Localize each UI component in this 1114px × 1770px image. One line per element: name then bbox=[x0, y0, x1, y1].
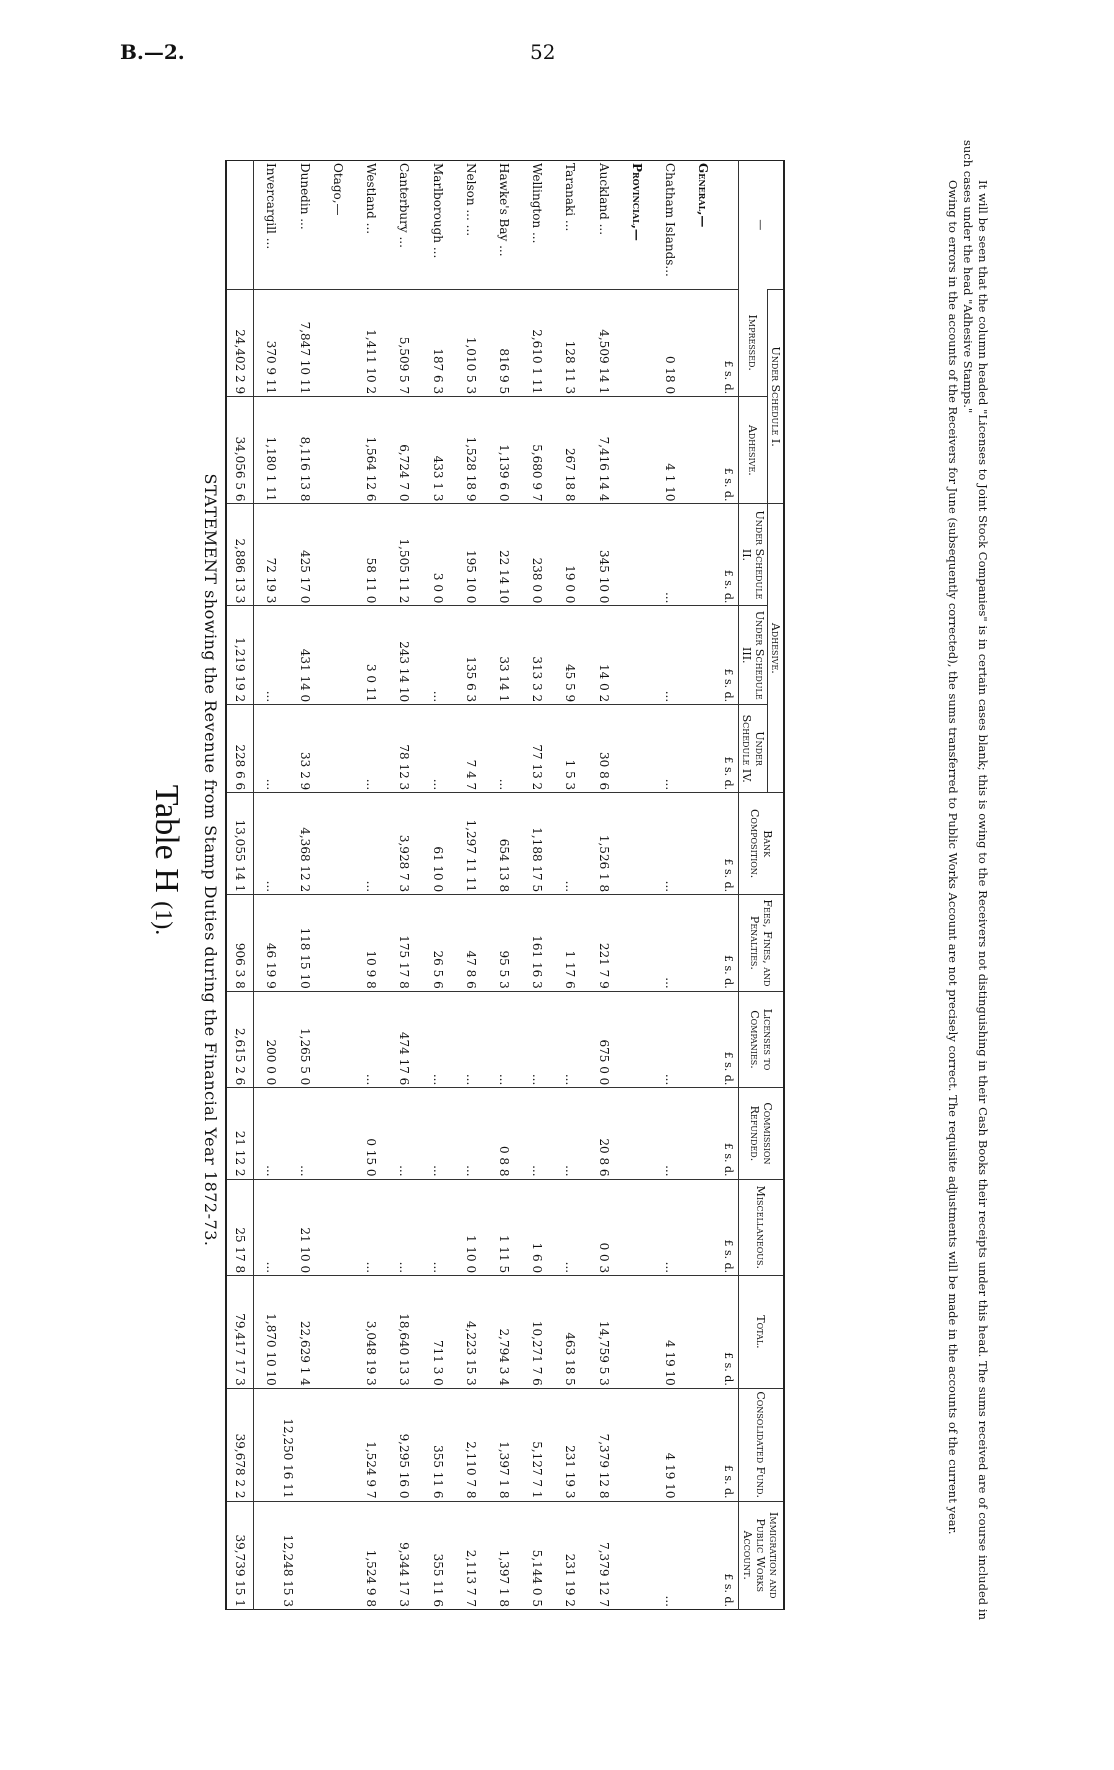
row-label: Taranaki ... bbox=[563, 163, 578, 232]
table-row bbox=[587, 161, 620, 1610]
total-misc: 25 17 8 bbox=[226, 1179, 254, 1276]
cell-misc: 0 0 3 bbox=[587, 1179, 620, 1276]
cell-misc: 21 10 0 bbox=[288, 1179, 321, 1276]
totals-row bbox=[226, 161, 254, 1610]
cell-fees: 46 19 9 bbox=[254, 895, 288, 992]
cell-schedule-iii: 135 6 3 bbox=[454, 606, 487, 705]
table-row bbox=[654, 161, 687, 1610]
cell-consolidated: 1,524 9 7 bbox=[354, 1388, 387, 1501]
header-bank: Bank Composition. bbox=[739, 793, 785, 895]
cell-consolidated: 231 19 3 bbox=[554, 1388, 587, 1501]
cell-schedule-iii: ... bbox=[421, 606, 454, 705]
total-impressed: 24,402 2 9 bbox=[226, 289, 254, 396]
cell-schedule-ii: 238 0 0 bbox=[521, 504, 554, 606]
unit-label: £ s. d. bbox=[720, 895, 739, 992]
cell-licenses: ... bbox=[654, 991, 687, 1088]
cell-bank: 3,928 7 3 bbox=[388, 793, 421, 895]
cell-schedule-ii: 19 0 0 bbox=[554, 504, 587, 606]
cell-fees: 175 17 8 bbox=[388, 895, 421, 992]
revenue-table bbox=[225, 160, 785, 1610]
header-schedule-iii: Under Schedule III. bbox=[739, 606, 768, 705]
cell-total: 22,629 1 4 bbox=[288, 1276, 321, 1389]
cell-total: 4,223 15 3 bbox=[454, 1276, 487, 1389]
cell-immigration: 5,144 0 5 bbox=[521, 1501, 554, 1610]
cell-immigration: 2,113 7 7 bbox=[454, 1501, 487, 1610]
cell-impressed: 1,411 10 2 bbox=[354, 289, 387, 396]
cell-adhesive: 8,116 13 8 bbox=[288, 397, 321, 504]
cell-schedule-ii: 425 17 0 bbox=[288, 504, 321, 606]
total-schedule-ii: 2,886 13 3 bbox=[226, 504, 254, 606]
unit-label: £ s. d. bbox=[720, 1501, 739, 1610]
header-schedule-iv: Under Schedule IV. bbox=[739, 705, 768, 793]
cell-schedule-ii: 3 0 0 bbox=[421, 504, 454, 606]
cell-commission: ... bbox=[388, 1088, 421, 1179]
row-label: Chatham Islands... bbox=[663, 163, 678, 277]
header-consolidated: Consolidated Fund. bbox=[739, 1388, 785, 1501]
cell-misc: ... bbox=[421, 1179, 454, 1276]
table-row bbox=[354, 161, 387, 1610]
page-number: 52 bbox=[530, 40, 556, 64]
cell-schedule-ii: 195 10 0 bbox=[454, 504, 487, 606]
cell-adhesive: 1,564 12 6 bbox=[354, 397, 387, 504]
cell-schedule-iii: 14 0 2 bbox=[587, 606, 620, 705]
cell-adhesive: 6,724 7 0 bbox=[388, 397, 421, 504]
unit-label: £ s. d. bbox=[720, 397, 739, 504]
section-otago: Otago,— bbox=[330, 163, 345, 216]
cell-commission: ... bbox=[554, 1088, 587, 1179]
cell-total: 1,870 10 10 bbox=[254, 1276, 288, 1389]
table-title-main: Table H bbox=[148, 784, 185, 893]
cell-impressed: 7,847 10 11 bbox=[288, 289, 321, 396]
cell-fees: 47 8 6 bbox=[454, 895, 487, 992]
total-commission: 21 12 2 bbox=[226, 1088, 254, 1179]
cell-schedule-iv: 78 12 3 bbox=[388, 705, 421, 793]
header-commission: Commission Refunded. bbox=[739, 1088, 785, 1179]
cell-commission: ... bbox=[521, 1088, 554, 1179]
row-label: Canterbury ... bbox=[397, 163, 412, 248]
cell-misc: ... bbox=[388, 1179, 421, 1276]
cell-licenses: ... bbox=[421, 991, 454, 1088]
cell-consolidated: 9,295 16 0 bbox=[388, 1388, 421, 1501]
row-label: Dunedin ... bbox=[297, 163, 312, 230]
cell-fees: 118 15 10 bbox=[288, 895, 321, 992]
cell-bank: ... bbox=[354, 793, 387, 895]
unit-label: £ s. d. bbox=[720, 1276, 739, 1389]
row-label: Marlborough ... bbox=[430, 163, 445, 259]
cell-commission: ... bbox=[454, 1088, 487, 1179]
cell-commission: ... bbox=[421, 1088, 454, 1179]
unit-label: £ s. d. bbox=[720, 991, 739, 1088]
cell-bank: 1,188 17 5 bbox=[521, 793, 554, 895]
cell-bank: 1,297 11 11 bbox=[454, 793, 487, 895]
total-schedule-iii: 1,219 19 2 bbox=[226, 606, 254, 705]
cell-licenses: 200 0 0 bbox=[254, 991, 288, 1088]
cell-consolidated-otago: 12,250 16 11 bbox=[254, 1388, 322, 1501]
total-consolidated: 39,678 2 2 bbox=[226, 1388, 254, 1501]
cell-adhesive: 267 18 8 bbox=[554, 397, 587, 504]
table-subtitle: STATEMENT showing the Revenue from Stamp Duties during the Financial Year 1872-73. bbox=[201, 473, 220, 1247]
cell-total: 14,759 5 3 bbox=[587, 1276, 620, 1389]
cell-total: 2,794 3 4 bbox=[487, 1276, 520, 1389]
cell-licenses: 675 0 0 bbox=[587, 991, 620, 1088]
cell-schedule-iv: 7 4 7 bbox=[454, 705, 487, 793]
cell-bank: 1,526 1 8 bbox=[587, 793, 620, 895]
cell-misc: ... bbox=[554, 1179, 587, 1276]
cell-total: 10,271 7 6 bbox=[521, 1276, 554, 1389]
cell-impressed: 816 9 5 bbox=[487, 289, 520, 396]
table-row bbox=[521, 161, 554, 1610]
cell-impressed: 0 18 0 bbox=[654, 289, 687, 396]
cell-total: 463 18 5 bbox=[554, 1276, 587, 1389]
cell-misc: ... bbox=[354, 1179, 387, 1276]
cell-licenses: 474 17 6 bbox=[388, 991, 421, 1088]
footnotes bbox=[945, 140, 990, 1620]
cell-commission: ... bbox=[654, 1088, 687, 1179]
total-adhesive: 34,056 5 6 bbox=[226, 397, 254, 504]
header-immigration: Immigration and Public Works Account. bbox=[739, 1501, 785, 1610]
unit-label: £ s. d. bbox=[720, 793, 739, 895]
table-row bbox=[421, 161, 454, 1610]
cell-commission: ... bbox=[288, 1088, 321, 1179]
cell-misc: 1 10 0 bbox=[454, 1179, 487, 1276]
total-bank: 13,055 14 1 bbox=[226, 793, 254, 895]
cell-fees: ... bbox=[654, 895, 687, 992]
cell-immigration: 355 11 6 bbox=[421, 1501, 454, 1610]
cell-schedule-iii: 431 14 0 bbox=[288, 606, 321, 705]
row-label: Auckland ... bbox=[596, 163, 611, 236]
cell-consolidated: 5,127 7 1 bbox=[521, 1388, 554, 1501]
cell-licenses: ... bbox=[487, 991, 520, 1088]
header-adhesive: Adhesive. bbox=[739, 397, 768, 504]
cell-schedule-iv: 77 13 2 bbox=[521, 705, 554, 793]
cell-schedule-iv: ... bbox=[487, 705, 520, 793]
cell-commission: 20 8 6 bbox=[587, 1088, 620, 1179]
total-immigration: 39,739 15 1 bbox=[226, 1501, 254, 1610]
cell-schedule-iv: 1 5 3 bbox=[554, 705, 587, 793]
cell-immigration: 1,397 1 8 bbox=[487, 1501, 520, 1610]
unit-label: £ s. d. bbox=[720, 289, 739, 396]
cell-licenses: ... bbox=[554, 991, 587, 1088]
cell-schedule-iv: ... bbox=[654, 705, 687, 793]
cell-fees: 161 16 3 bbox=[521, 895, 554, 992]
cell-licenses: ... bbox=[521, 991, 554, 1088]
cell-schedule-iii: 45 5 9 bbox=[554, 606, 587, 705]
cell-immigration: 7,379 12 7 bbox=[587, 1501, 620, 1610]
page-reference: B.—2. bbox=[120, 40, 185, 64]
unit-label: £ s. d. bbox=[720, 504, 739, 606]
cell-schedule-iii: 243 14 10 bbox=[388, 606, 421, 705]
cell-adhesive: 7,416 14 4 bbox=[587, 397, 620, 504]
header-under-schedule-i: Under Schedule I. bbox=[768, 289, 785, 504]
unit-label: £ s. d. bbox=[720, 606, 739, 705]
cell-bank: 61 10 0 bbox=[421, 793, 454, 895]
cell-total: 4 19 10 bbox=[654, 1276, 687, 1389]
cell-adhesive: 4 1 10 bbox=[654, 397, 687, 504]
total-total: 79,417 17 3 bbox=[226, 1276, 254, 1389]
cell-schedule-iii: 33 14 1 bbox=[487, 606, 520, 705]
table-row bbox=[388, 161, 421, 1610]
cell-adhesive: 5,680 9 7 bbox=[521, 397, 554, 504]
table-row bbox=[454, 161, 487, 1610]
cell-commission: 0 8 8 bbox=[487, 1088, 520, 1179]
cell-immigration: 231 19 2 bbox=[554, 1501, 587, 1610]
cell-total: 3,048 19 3 bbox=[354, 1276, 387, 1389]
total-licenses: 2,615 2 6 bbox=[226, 991, 254, 1088]
cell-fees: 95 5 3 bbox=[487, 895, 520, 992]
cell-bank: 4,368 12 2 bbox=[288, 793, 321, 895]
table-title bbox=[147, 100, 185, 1620]
cell-schedule-iii: ... bbox=[654, 606, 687, 705]
cell-total: 711 3 0 bbox=[421, 1276, 454, 1389]
row-label: Nelson ... ... bbox=[463, 163, 478, 237]
header-fees: Fees, Fines, and Penalties. bbox=[739, 895, 785, 992]
header-total: Total. bbox=[739, 1276, 785, 1389]
cell-schedule-iv: ... bbox=[354, 705, 387, 793]
header-schedule-ii: Under Schedule II. bbox=[739, 504, 768, 606]
cell-impressed: 5,509 5 7 bbox=[388, 289, 421, 396]
cell-schedule-ii: ... bbox=[654, 504, 687, 606]
cell-consolidated: 4 19 10 bbox=[654, 1388, 687, 1501]
cell-consolidated: 2,110 7 8 bbox=[454, 1388, 487, 1501]
cell-schedule-iv: 33 2 9 bbox=[288, 705, 321, 793]
header-adhesive-group: Adhesive. bbox=[768, 504, 785, 793]
row-label: Invercargill ... bbox=[263, 163, 278, 250]
header-impressed: Impressed. bbox=[739, 289, 768, 396]
cell-immigration-otago: 12,248 15 3 bbox=[254, 1501, 322, 1610]
cell-impressed: 128 11 3 bbox=[554, 289, 587, 396]
section-provincial: Provincial,— bbox=[629, 163, 644, 241]
cell-misc: ... bbox=[654, 1179, 687, 1276]
unit-label: £ s. d. bbox=[720, 1088, 739, 1179]
cell-immigration: 1,524 9 8 bbox=[354, 1501, 387, 1610]
cell-fees: 221 7 9 bbox=[587, 895, 620, 992]
header-licenses: Licenses to Companies. bbox=[739, 991, 785, 1088]
footnote: Owing to errors in the accounts of the Receivers for June (subsequently corrected), the sums transferred to Public Works Account are not precisely correct. The requisite adjustments will be made in the accounts of the current year. bbox=[946, 180, 960, 1535]
cell-licenses: 1,265 5 0 bbox=[288, 991, 321, 1088]
cell-immigration: ... bbox=[654, 1501, 687, 1610]
total-fees: 906 3 8 bbox=[226, 895, 254, 992]
header-misc: Miscellaneous. bbox=[739, 1179, 785, 1276]
cell-bank: ... bbox=[654, 793, 687, 895]
cell-misc: ... bbox=[254, 1179, 288, 1276]
cell-adhesive: 1,528 18 9 bbox=[454, 397, 487, 504]
footnote: It will be seen that the column headed "Licenses to Joint Stock Companies" is in certain cases blank; this is owing to the Receivers not distinguishing in their Cash Books their receipts under this head. The sums received are of course included in such cases under the head "Adhesive Stamps." bbox=[961, 140, 990, 1620]
cell-immigration: 9,344 17 3 bbox=[388, 1501, 421, 1610]
unit-label: £ s. d. bbox=[720, 1179, 739, 1276]
row-label: Hawke's Bay ... bbox=[496, 163, 511, 257]
row-label: Wellington ... bbox=[530, 163, 545, 244]
cell-impressed: 1,010 5 3 bbox=[454, 289, 487, 396]
cell-total: 18,640 13 3 bbox=[388, 1276, 421, 1389]
cell-fees: 26 5 6 bbox=[421, 895, 454, 992]
cell-schedule-iii: 313 3 2 bbox=[521, 606, 554, 705]
cell-impressed: 370 9 11 bbox=[254, 289, 288, 396]
cell-adhesive: 433 1 3 bbox=[421, 397, 454, 504]
cell-schedule-iv: 30 8 6 bbox=[587, 705, 620, 793]
table-row bbox=[288, 161, 321, 1610]
cell-schedule-ii: 58 11 0 bbox=[354, 504, 387, 606]
unit-label: £ s. d. bbox=[720, 705, 739, 793]
cell-consolidated: 1,397 1 8 bbox=[487, 1388, 520, 1501]
cell-schedule-iii: 3 0 11 bbox=[354, 606, 387, 705]
cell-impressed: 4,509 14 1 bbox=[587, 289, 620, 396]
cell-schedule-ii: 1,505 11 2 bbox=[388, 504, 421, 606]
cell-schedule-iv: ... bbox=[254, 705, 288, 793]
cell-fees: 1 17 6 bbox=[554, 895, 587, 992]
cell-impressed: 187 6 3 bbox=[421, 289, 454, 396]
cell-bank: ... bbox=[554, 793, 587, 895]
cell-misc: 1 6 0 bbox=[521, 1179, 554, 1276]
cell-schedule-ii: 345 10 0 bbox=[587, 504, 620, 606]
cell-misc: 1 11 5 bbox=[487, 1179, 520, 1276]
cell-licenses: ... bbox=[454, 991, 487, 1088]
cell-licenses: ... bbox=[354, 991, 387, 1088]
cell-schedule-iv: ... bbox=[421, 705, 454, 793]
cell-schedule-ii: 22 14 10 bbox=[487, 504, 520, 606]
unit-label: £ s. d. bbox=[720, 1388, 739, 1501]
table-row bbox=[554, 161, 587, 1610]
cell-schedule-ii: 72 19 3 bbox=[254, 504, 288, 606]
section-general: General,— bbox=[696, 163, 711, 228]
label-header: — bbox=[739, 161, 785, 290]
row-label: Westland ... bbox=[364, 163, 379, 235]
cell-schedule-iii: ... bbox=[254, 606, 288, 705]
rotated-page bbox=[100, 100, 1000, 1620]
cell-bank: ... bbox=[254, 793, 288, 895]
cell-commission: ... bbox=[254, 1088, 288, 1179]
cell-adhesive: 1,139 6 0 bbox=[487, 397, 520, 504]
cell-bank: 654 13 8 bbox=[487, 793, 520, 895]
cell-adhesive: 1,180 1 11 bbox=[254, 397, 288, 504]
cell-consolidated: 355 11 6 bbox=[421, 1388, 454, 1501]
cell-consolidated: 7,379 12 8 bbox=[587, 1388, 620, 1501]
table-title-suffix: (1). bbox=[150, 901, 176, 936]
table-row bbox=[487, 161, 520, 1610]
cell-impressed: 2,610 1 11 bbox=[521, 289, 554, 396]
total-schedule-iv: 228 6 6 bbox=[226, 705, 254, 793]
cell-fees: 10 9 8 bbox=[354, 895, 387, 992]
cell-commission: 0 15 0 bbox=[354, 1088, 387, 1179]
